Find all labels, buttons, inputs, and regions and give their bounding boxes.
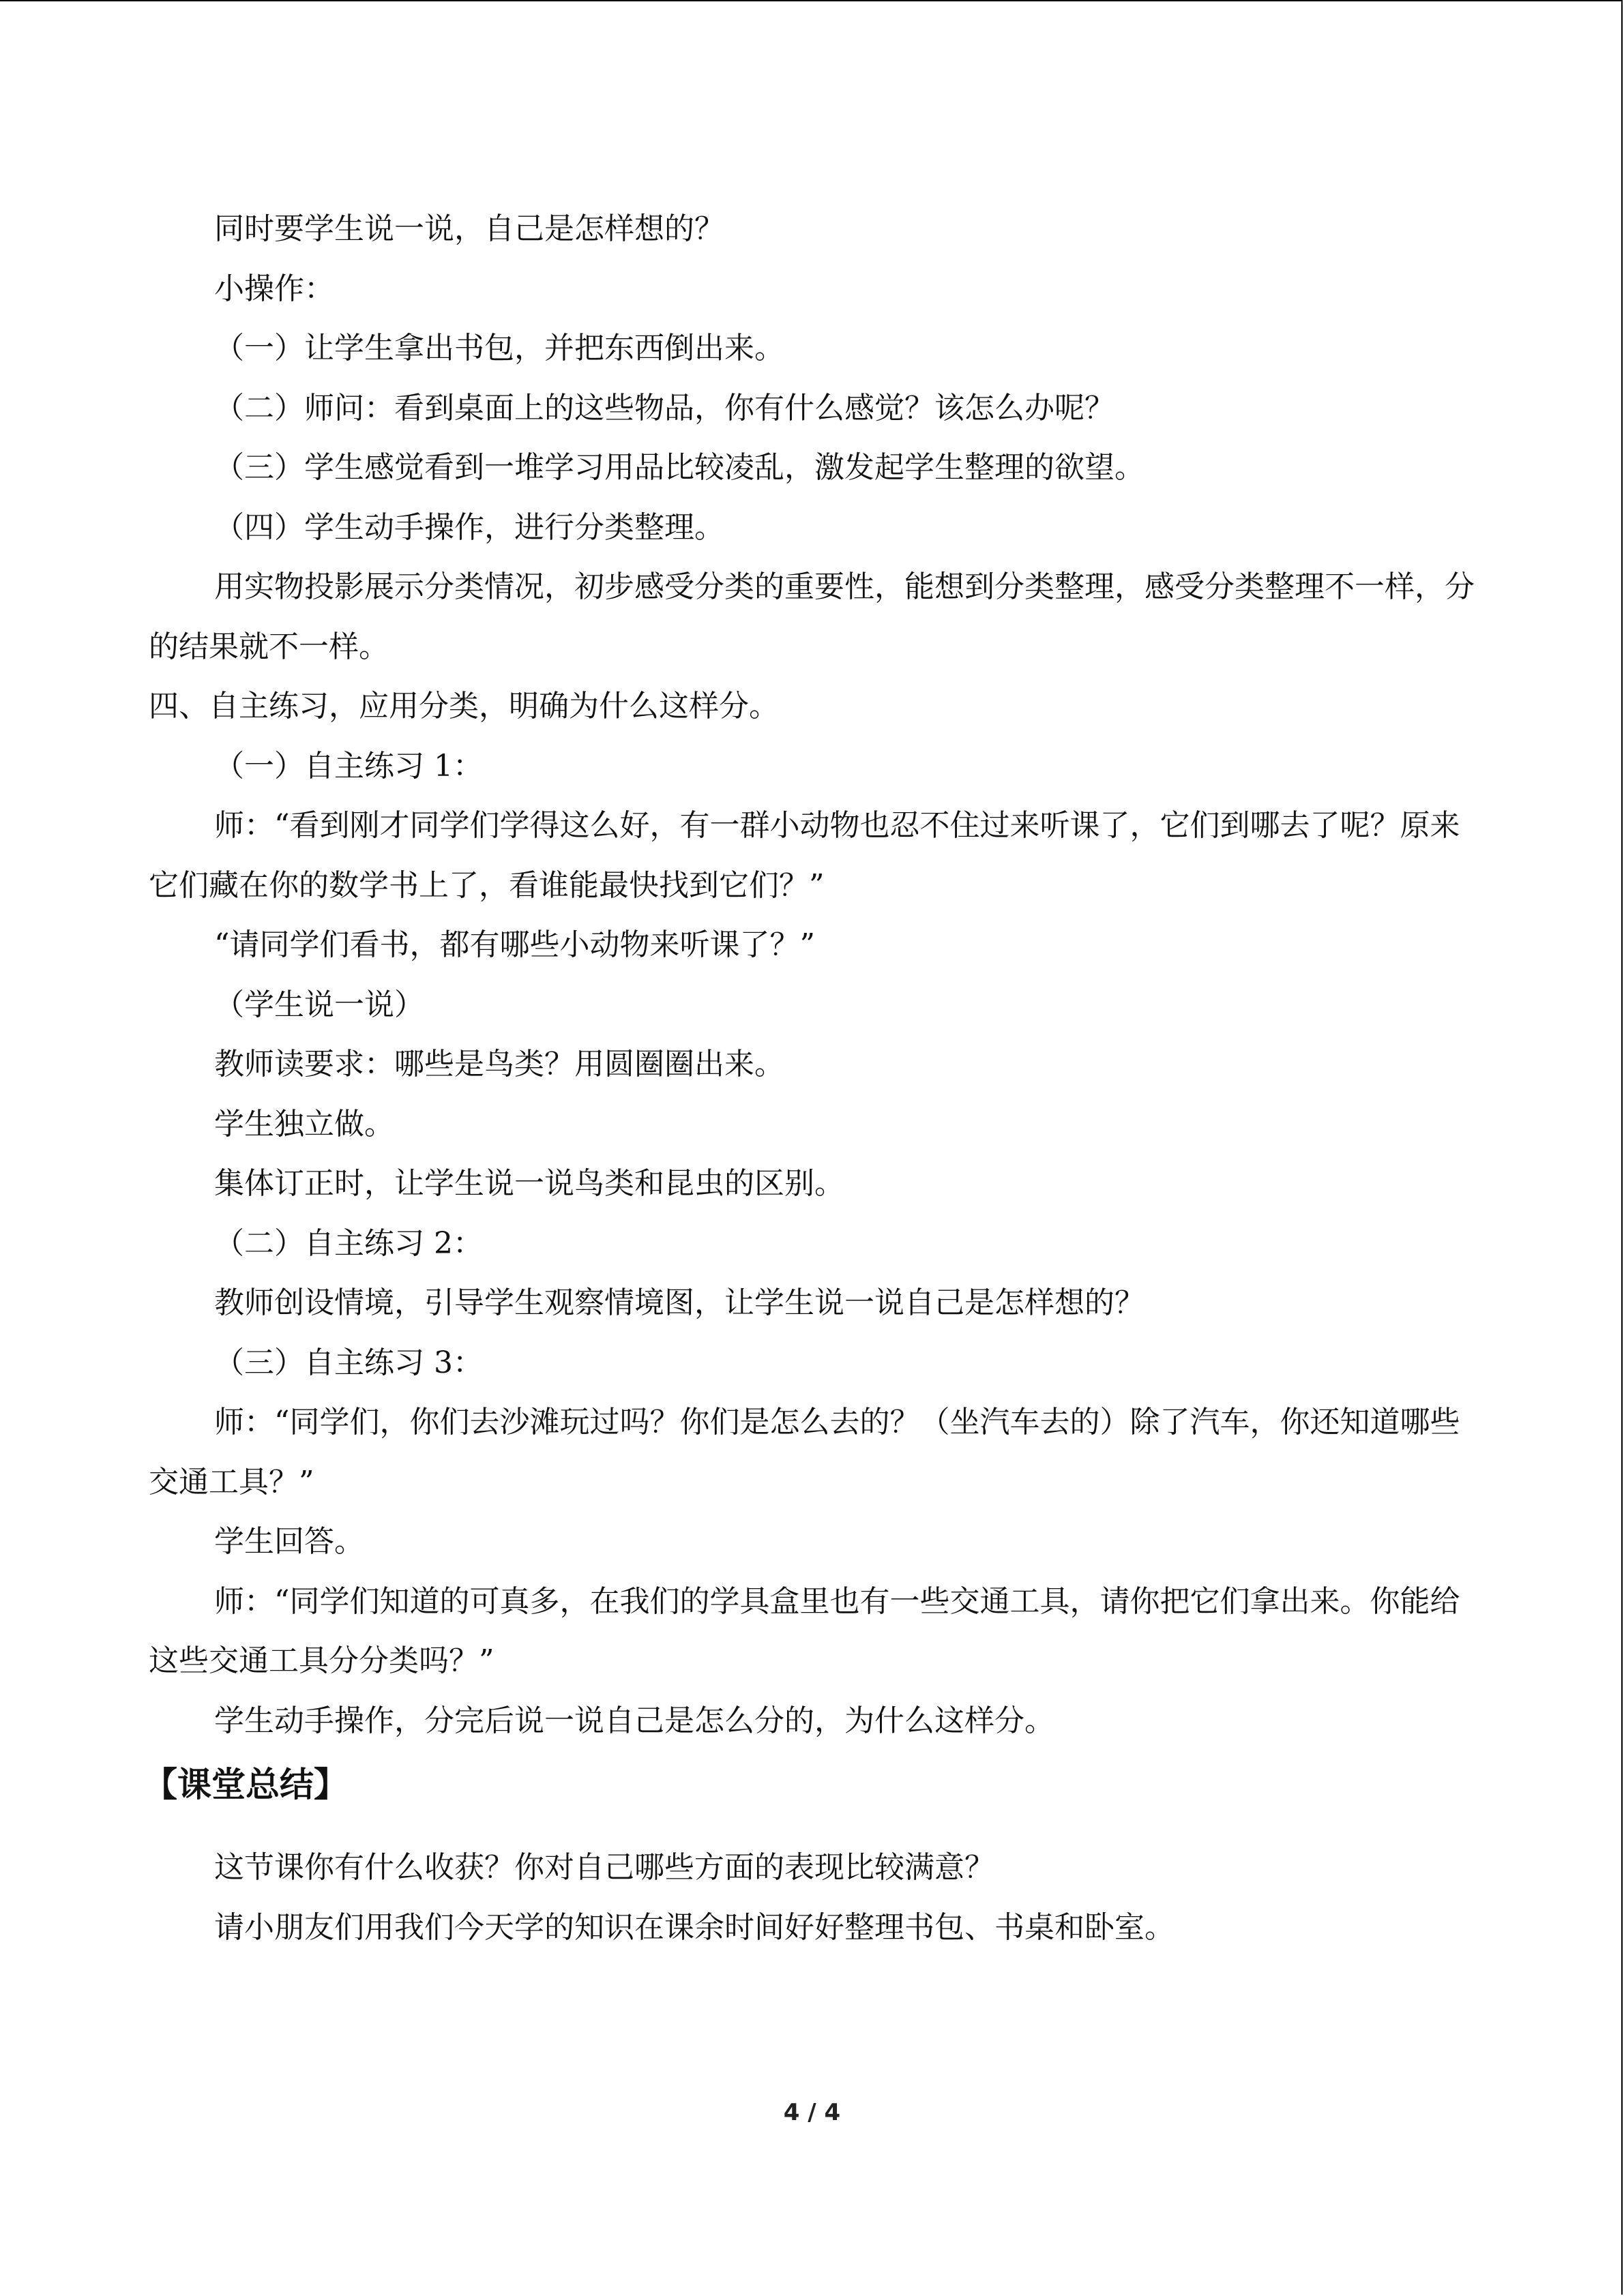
document-body	[143, 199, 1475, 1957]
summary-heading: 【课堂总结】	[143, 1765, 348, 1804]
paragraph: 小操作：	[214, 271, 334, 306]
heading-spacer	[149, 1819, 1475, 1838]
section-heading: 四、自主练习，应用分类，明确为什么这样分。	[149, 689, 779, 724]
subsection-heading: （一）自主练习 1：	[214, 748, 483, 784]
paragraph: “请同学们看书，都有哪些小动物来听课了？”	[214, 927, 815, 962]
paragraph: （学生说一说）	[214, 987, 424, 1022]
paragraph: 请小朋友们用我们今天学的知识在课余时间好好整理书包、书桌和卧室。	[214, 1909, 1175, 1945]
paragraph: 同时要学生说一说，自己是怎样想的？	[214, 211, 724, 246]
subsection-heading: （三）自主练习 3：	[214, 1345, 483, 1380]
paragraph: 教师读要求：哪些是鸟类？用圆圈圈出来。	[214, 1047, 784, 1082]
paragraph: 集体订正时，让学生说一说鸟类和昆虫的区别。	[214, 1166, 844, 1201]
paragraph: 学生独立做。	[214, 1106, 394, 1142]
paragraph: 学生回答。	[214, 1524, 364, 1559]
paragraph: 师：“同学们知道的可真多，在我们的学具盒里也有一些交通工具，请你把它们拿出来。你能给这些交通工具分分类吗？”	[149, 1583, 1460, 1678]
paragraph: 学生动手操作，分完后说一说自己是怎么分的，为什么这样分。	[214, 1703, 1054, 1738]
list-item: （三）学生感觉看到一堆学习用品比较凌乱，激发起学生整理的欲望。	[214, 450, 1145, 485]
subsection-heading: （二）自主练习 2：	[214, 1225, 483, 1261]
list-item: （一）让学生拿出书包，并把东西倒出来。	[214, 331, 784, 366]
paragraph: 教师创设情境，引导学生观察情境图，让学生说一说自己是怎样想的？	[214, 1285, 1145, 1320]
paragraph: 这节课你有什么收获？你对自己哪些方面的表现比较满意？	[214, 1850, 994, 1885]
page-number: 4 / 4	[783, 2099, 841, 2126]
paragraph: 师：“同学们，你们去沙滩玩过吗？你们是怎么去的？（坐汽车去的）除了汽车，你还知道哪些交通工具？”	[149, 1405, 1460, 1500]
paragraph: 用实物投影展示分类情况，初步感受分类的重要性，能想到分类整理，感受分类整理不一样，分的结果就不一样。	[149, 569, 1475, 664]
paragraph: 师：“看到刚才同学们学得这么好，有一群小动物也忍不住过来听课了，它们到哪去了呢？原来它们藏在你的数学书上了，看谁能最快找到它们？”	[149, 808, 1460, 903]
list-item: （二）师问：看到桌面上的这些物品，你有什么感觉？该怎么办呢？	[214, 390, 1114, 426]
list-item: （四）学生动手操作，进行分类整理。	[214, 509, 724, 545]
